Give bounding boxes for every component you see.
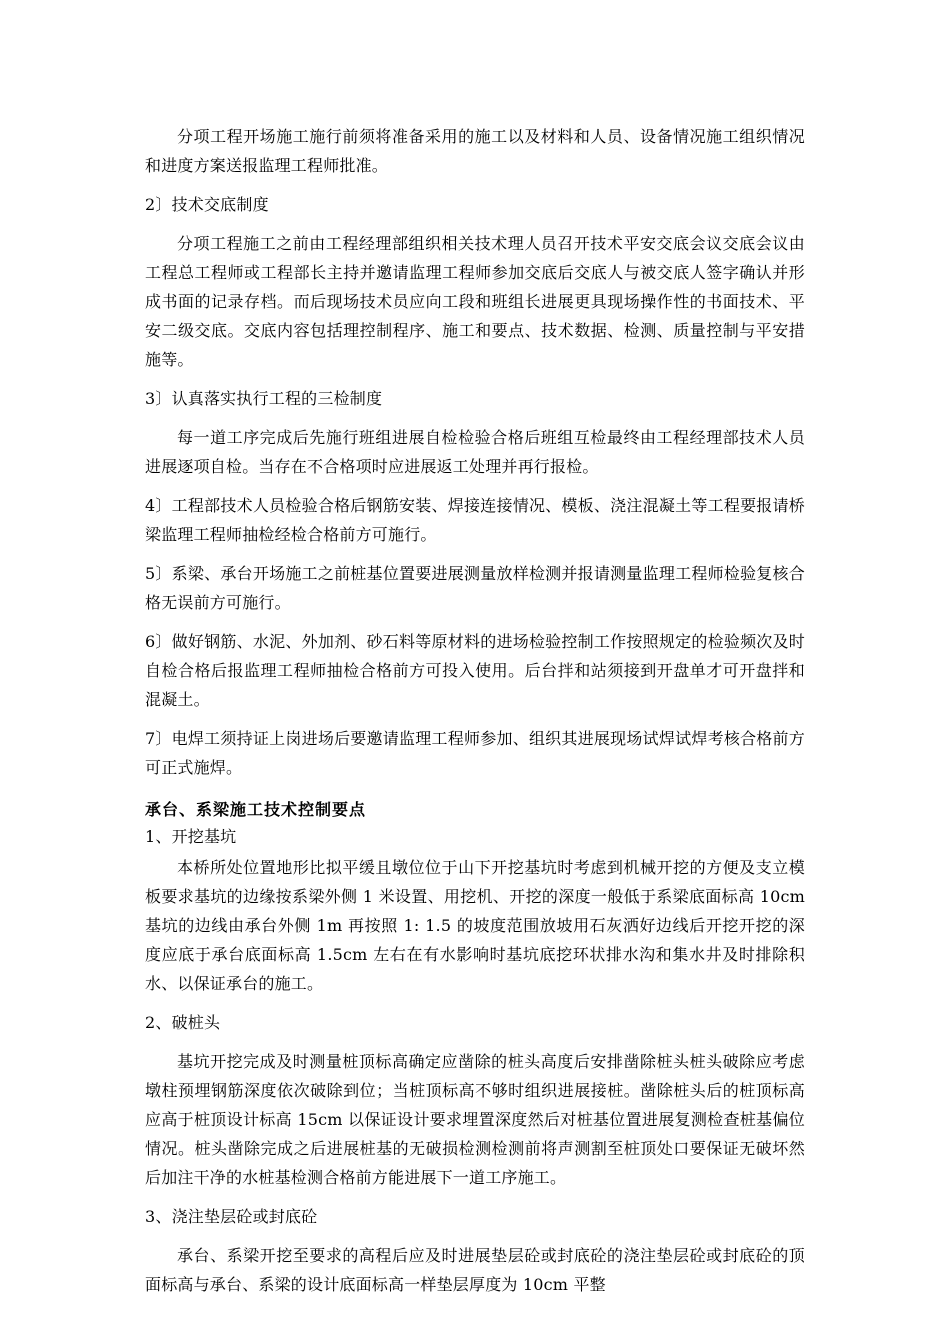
subsection-pile-head-title: 2、破桩头 [145, 1013, 221, 1032]
subsection-cushion-concrete-body: 承台、系梁开挖至要求的高程后应及时进展垫层砼或封底砼的浇注垫层砼或封底砼的顶面标高与承台、系梁的设计底面标高一样垫层厚度为 10cm 平整 [145, 1246, 805, 1294]
item-survey-layout: 5〕系梁、承台开场施工之前桩基位置要进展测量放样检测并报请测量监理工程师检验复核合格无误前方可施行。 [145, 564, 805, 612]
paragraph-submission: 分项工程开场施工施行前须将准备采用的施工以及材料和人员、设备情况施工组织情况和进度方案送报监理工程师批准。 [145, 127, 805, 175]
section-heading: 承台、系梁施工技术控制要点 [145, 800, 367, 819]
item-steel-inspection: 4〕工程部技术人员检验合格后钢筋安装、焊接连接情况、模板、浇注混凝土等工程要报请桥梁监理工程师抽检经检合格前方可施行。 [145, 496, 805, 544]
subsection-excavation-body: 本桥所处位置地形比拟平缓且墩位位于山下开挖基坑时考虑到机械开挖的方便及支立模板要求基坑的边缘按系梁外侧 1 米设置、用挖机、开挖的深度一般低于系梁底面标高 10cm 基坑的边线由承台外侧 1m 再按照 1: 1.5 的坡度范围放坡用石灰洒好边线后开挖开挖的深度应底于承台底面标高 1.5cm 左右在有水影响时基坑底挖环状排水沟和集水井及时排除积水、以保证承台的施工。 [145, 858, 805, 993]
item-three-inspection-title: 3〕认真落实执行工程的三检制度 [145, 389, 383, 408]
paragraph-technical-briefing: 分项工程施工之前由工程经理部组织相关技术理人员召开技术平安交底会议交底会议由工程总工程师或工程部长主持并邀请监理工程师参加交底后交底人与被交底人签字确认并形成书面的记录存档。而后现场技术员应向工段和班组长进展更具现场操作性的书面技术、平安二级交底。交底内容包括理控制程序、施工和要点、技术数据、检测、质量控制与平安措施等。 [145, 234, 805, 369]
item-technical-briefing-title: 2〕技术交底制度 [145, 195, 269, 214]
item-welder-certification: 7〕电焊工须持证上岗进场后要邀请监理工程师参加、组织其进展现场试焊试焊考核合格前方可正式施焊。 [145, 729, 805, 777]
subsection-pile-head-body: 基坑开挖完成及时测量桩顶标高确定应凿除的桩头高度后安排凿除桩头桩头破除应考虑墩柱预埋钢筋深度依次破除到位；当桩顶标高不够时组织进展接桩。凿除桩头后的桩顶标高应高于桩顶设计标高 15cm 以保证设计要求埋置深度然后对桩基位置进展复测检查桩基偏位情况。桩头凿除完成之后进展桩基的无破损检测检测前将声测割至桩顶处口要保证无破坏然后加注干净的水桩基检测合格前方能进展下一道工序施工。 [145, 1052, 805, 1187]
paragraph-three-inspection: 每一道工序完成后先施行班组进展自检检验合格后班组互检最终由工程经理部技术人员进展逐项自检。当存在不合格项时应进展返工处理并再行报检。 [145, 428, 805, 476]
subsection-excavation-title: 1、开挖基坑 [145, 827, 237, 846]
item-material-inspection: 6〕做好钢筋、水泥、外加剂、砂石料等原材料的进场检验控制工作按照规定的检验频次及时自检合格后报监理工程师抽检合格前方可投入使用。后台拌和站须接到开盘单才可开盘拌和混凝土。 [145, 632, 805, 709]
subsection-cushion-concrete-title: 3、浇注垫层砼或封底砼 [145, 1207, 318, 1226]
document-page [145, 122, 805, 1309]
